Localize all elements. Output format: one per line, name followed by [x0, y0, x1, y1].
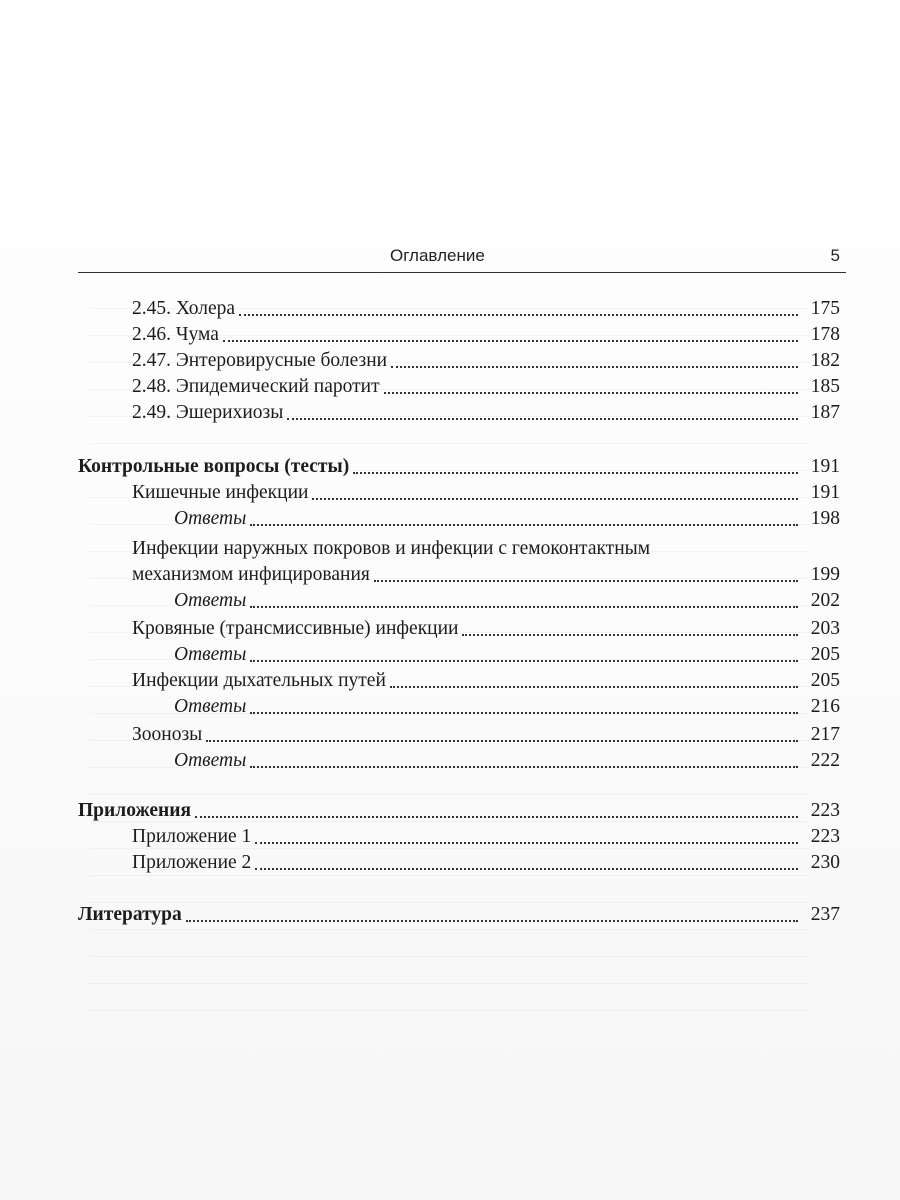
toc-entry-page: 199	[810, 564, 840, 585]
dot-leader	[390, 686, 798, 688]
toc-entry-page: 185	[810, 376, 840, 397]
dot-leader	[250, 606, 798, 608]
running-header	[78, 246, 846, 274]
toc-entry-page: 237	[810, 904, 840, 925]
toc-entry-label: Ответы	[174, 590, 247, 611]
toc-entry-page: 175	[810, 298, 840, 319]
toc-entry-label: 2.49. Эшерихиозы	[132, 402, 284, 423]
dot-leader	[250, 660, 798, 662]
toc-entry-page: 182	[810, 350, 840, 371]
dot-leader	[374, 580, 798, 582]
toc-answers-entry	[78, 588, 840, 614]
toc-entry-page: 205	[810, 670, 840, 691]
toc-entry-page: 187	[810, 402, 840, 423]
toc-entry-label: Приложение 1	[132, 826, 252, 847]
dot-leader	[186, 920, 798, 922]
dot-leader	[255, 842, 798, 844]
toc-entry-label: 2.45. Холера	[132, 298, 236, 319]
toc-entry	[78, 348, 840, 374]
dot-leader	[250, 712, 798, 714]
toc-entry-wrapped-line	[78, 536, 840, 562]
dot-leader	[250, 524, 798, 526]
toc-entry-label: механизмом инфицирования	[132, 564, 370, 585]
toc-entry-label: Ответы	[174, 644, 247, 665]
toc-entry	[78, 668, 840, 694]
toc-entry	[78, 850, 840, 876]
toc-entry	[78, 322, 840, 348]
dot-leader	[462, 634, 798, 636]
toc-section-label: Контрольные вопросы (тесты)	[78, 456, 350, 477]
toc-entry	[78, 400, 840, 426]
toc-entry	[78, 296, 840, 322]
toc-entry	[78, 374, 840, 400]
dot-leader	[384, 392, 798, 394]
toc-entry-label: Зоонозы	[132, 724, 203, 745]
toc-entry-label: Приложение 2	[132, 852, 252, 873]
toc-entry-label: Кишечные инфекции	[132, 482, 309, 503]
header-rule	[78, 272, 846, 273]
toc-entry-label: 2.47. Энтеровирусные болезни	[132, 350, 388, 371]
toc-entry-label: Кровяные (трансмиссивные) инфекции	[132, 618, 459, 639]
dot-leader	[391, 366, 798, 368]
toc-entry-label: 2.48. Эпидемический паротит	[132, 376, 380, 397]
toc-entry-page: 230	[810, 852, 840, 873]
toc-answers-entry	[78, 642, 840, 668]
toc-entry-page: 223	[810, 826, 840, 847]
toc-entry-label: Инфекции наружных покровов и инфекции с гемоконтактным	[132, 538, 651, 559]
dot-leader	[353, 472, 798, 474]
toc-entry-label: Инфекции дыхательных путей	[132, 670, 386, 691]
toc-section-label: Приложения	[78, 800, 192, 821]
page-number: 5	[830, 246, 840, 265]
toc-entry-page: 203	[810, 618, 840, 639]
toc-entry-label: Ответы	[174, 508, 247, 529]
dot-leader	[250, 766, 798, 768]
toc-entry	[78, 480, 840, 506]
toc-entry-page: 178	[810, 324, 840, 345]
toc-section-label: Литература	[78, 904, 182, 925]
toc-entry	[78, 722, 840, 748]
toc-entry-page: 198	[810, 508, 840, 529]
toc-entry-label: Ответы	[174, 750, 247, 771]
toc-section	[78, 902, 840, 928]
toc-entry-page: 217	[810, 724, 840, 745]
dot-leader	[287, 418, 798, 420]
toc-answers-entry	[78, 694, 840, 720]
toc-entry-label: 2.46. Чума	[132, 324, 219, 345]
toc-entry-page: 223	[810, 800, 840, 821]
dot-leader	[195, 816, 798, 818]
toc-entry	[78, 824, 840, 850]
toc-entry-page: 216	[810, 696, 840, 717]
toc-entry	[78, 616, 840, 642]
dot-leader	[223, 340, 798, 342]
toc-entry-page: 205	[810, 644, 840, 665]
toc-section	[78, 798, 840, 824]
dot-leader	[239, 314, 798, 316]
toc-answers-entry	[78, 506, 840, 532]
dot-leader	[312, 498, 798, 500]
toc-entry-page: 222	[810, 750, 840, 771]
toc-answers-entry	[78, 748, 840, 774]
dot-leader	[255, 868, 798, 870]
toc-section	[78, 454, 840, 480]
running-header-title: Оглавление	[390, 246, 485, 265]
toc-entry	[78, 562, 840, 588]
dot-leader	[206, 740, 798, 742]
toc-entry-page: 202	[810, 590, 840, 611]
toc-entry-page: 191	[810, 456, 840, 477]
toc-entry-page: 191	[810, 482, 840, 503]
toc-entry-label: Ответы	[174, 696, 247, 717]
